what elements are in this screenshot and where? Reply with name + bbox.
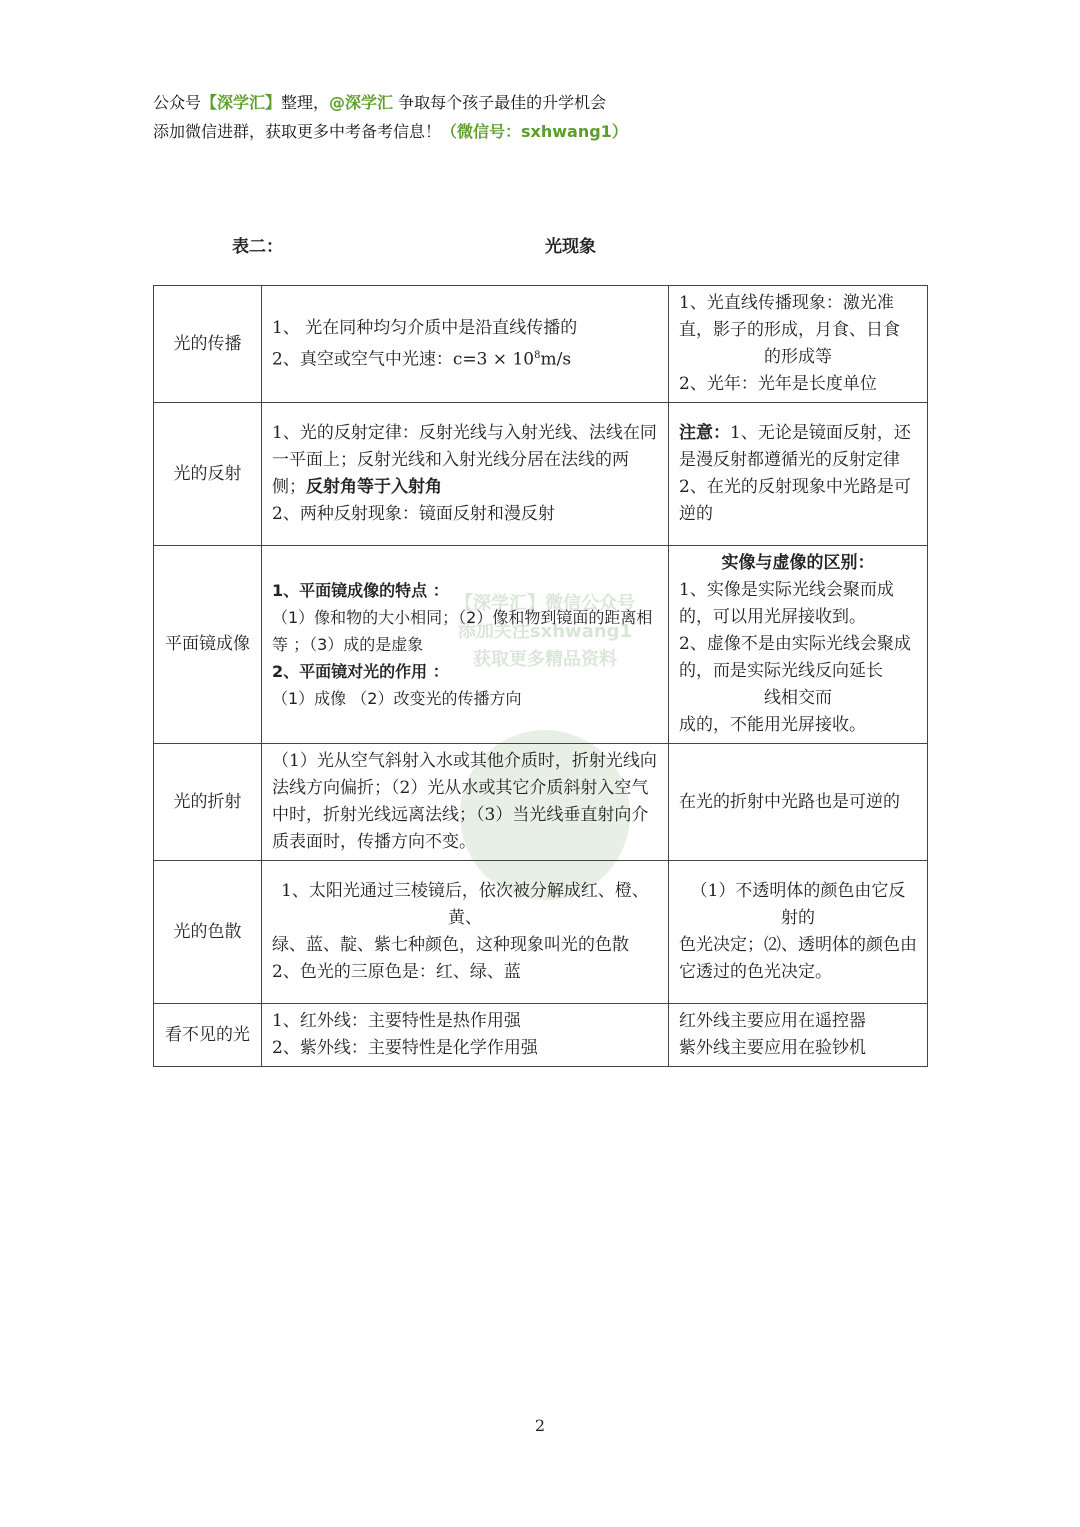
header-text: 添加微信进群，获取更多中考备考信息！ [153,122,442,141]
row-content [262,1004,669,1067]
note-line: （1）不透明体的颜色由它反 [690,881,906,901]
content-line [272,420,658,501]
content-line: （1）成像 （2）改变光的传播方向 [272,689,522,708]
row-note [669,861,928,1004]
row-topic: 光的折射 [154,744,262,861]
content-line: 1、红外线：主要特性是热作用强 [272,1011,521,1031]
exponent: 8 [534,349,541,361]
row-note [669,286,928,403]
row-note [669,403,928,546]
header-text: 公众号 [153,93,202,112]
row-content [262,744,669,861]
content-line: 1、 光在同种均匀介质中是沿直线传播的 [272,317,578,338]
note-line: 色光决定；⑵、透明体的颜色由它透过的色光决定。 [679,935,917,982]
content-line: （1）像和物的大小相同；（2）像和物到镜面的距离相等 ；（3）成的是虚象 [272,608,653,654]
page-number: 2 [534,1416,546,1435]
row-note [669,1004,928,1067]
brand-handle: @深学汇 [329,93,394,112]
light-phenomena-table [153,285,928,1067]
content-line: 1、太阳光通过三棱镜后，依次被分解成红、橙、 [281,881,649,901]
note-text: 1、无论是镜面反射，还是漫反射都遵循光的反射定律 [679,423,911,470]
content-heading: 2、平面镜对光的作用 ： [272,662,449,681]
watermark-line: 添加关注sxhwang1 [457,621,633,642]
table-title-row [0,232,1080,260]
note-line: 线相交而 [764,688,832,708]
note-line: 紫外线主要应用在验钞机 [679,1038,866,1058]
content-line: 黄、 [448,908,482,928]
note-line: 红外线主要应用在遥控器 [679,1011,866,1031]
note-line: 1、实像是实际光线会聚而成的，可以用光屏接收到。 [679,580,894,627]
watermark-line: 【深学汇】微信公众号 [455,593,635,614]
page-header [153,88,628,146]
unit: m/s [540,349,572,370]
row-topic: 光的传播 [154,286,262,403]
speed-text: 2、真空或空气中光速：c=3 × 10 [272,349,535,370]
table-row [154,1004,928,1067]
table-row [154,861,928,1004]
law-emphasis: 反射角等于入射角 [306,477,442,497]
table-row [154,546,928,744]
table-row [154,744,928,861]
wechat-id: （微信号：sxhwang1） [441,122,628,141]
header-line-1 [153,88,628,117]
content-line: 2、两种反射现象：镜面反射和漫反射 [272,504,555,524]
table-label: 表二： [232,237,283,257]
row-note [669,744,928,861]
row-topic: 看不见的光 [154,1004,262,1067]
note-line: 成的，不能用光屏接收。 [679,715,866,735]
note-line: 在光的折射中光路也是可逆的 [679,791,900,812]
note-line: 2、在光的反射现象中光路是可逆的 [679,477,911,524]
note-line: 2、光年：光年是长度单位 [679,374,877,394]
row-topic: 光的色散 [154,861,262,1004]
row-topic: 平面镜成像 [154,546,262,744]
law-text: 1、光的反射定律：反射光线与入射光线、法线在同一平面上；反射光线和入射光线分居在法线的两侧； [272,423,657,497]
table-row [154,286,928,403]
row-content [262,861,669,1004]
row-content [262,286,669,403]
header-line-2 [153,117,628,146]
content-heading: 1、平面镜成像的特点 ： [272,581,449,600]
brand-name: 【深学汇】 [201,93,282,112]
watermark-line: 获取更多精品资料 [473,649,617,670]
header-slogan: 争取每个孩子最佳的升学机会 [393,93,607,112]
content-line: 2、色光的三原色是：红、绿、蓝 [272,962,521,982]
row-topic: 光的反射 [154,403,262,546]
header-text: 整理， [281,93,330,112]
row-content [262,403,669,546]
note-line: 射的 [781,908,815,928]
row-content [262,546,669,744]
note-heading: 实像与虚像的区别： [721,553,875,573]
note-line: 的形成等 [764,347,832,367]
note-label: 注意： [679,423,730,443]
table-row [154,403,928,546]
note-line [679,420,917,474]
table-title: 光现象 [545,237,596,257]
row-note [669,546,928,744]
content-line [272,342,658,374]
note-line: 2、虚像不是由实际光线会聚成的，而是实际光线反向延长 [679,634,911,681]
content-line: 绿、蓝、靛、紫七种颜色，这种现象叫光的色散 [272,935,629,955]
content-line: 2、紫外线：主要特性是化学作用强 [272,1038,538,1058]
content-line: （1）光从空气斜射入水或其他介质时，折射光线向法线方向偏折；（2）光从水或其它介质斜射入空气中时，折射光线远离法线；（3）当光线垂直射向介质表面时，传播方向不变。 [272,751,657,852]
note-line: 1、光直线传播现象：激光准直，影子的形成，月食、日食 [679,293,900,340]
